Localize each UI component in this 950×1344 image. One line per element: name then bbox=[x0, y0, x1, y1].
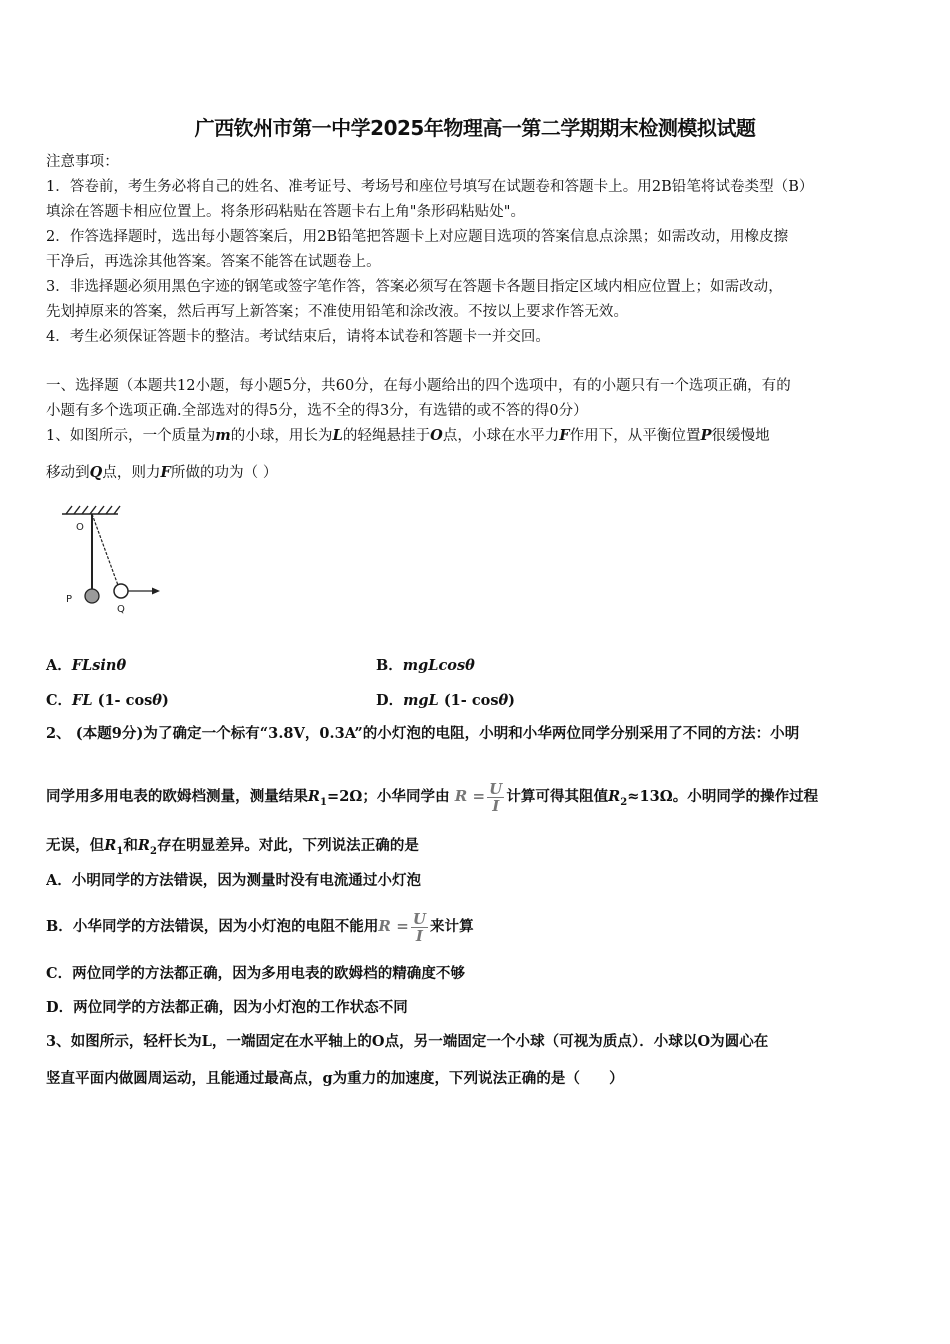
note-4: 4．考生必须保证答题卡的整洁。考试结束后，请将本试卷和答题卡一并交回。 bbox=[46, 329, 550, 345]
q1-text: 移动到 bbox=[46, 465, 90, 481]
q1-var-m: m bbox=[215, 427, 231, 444]
q2-stem-line-3 bbox=[46, 836, 906, 856]
label-p: P bbox=[66, 594, 73, 605]
label-o: O bbox=[76, 522, 84, 533]
note-2-line-2: 干净后，再选涂其他答案。答案不能答在试题卷上。 bbox=[46, 254, 381, 270]
q2-text: 存在明显差异。对此，下列说法正确的是 bbox=[157, 837, 419, 854]
section-header-line-2: 小题有多个选项正确.全部选对的得5分，选不全的得3分，有选错的或不答的得0分） bbox=[46, 403, 588, 419]
option-key: C． bbox=[46, 692, 73, 709]
option-value: θ bbox=[152, 692, 162, 709]
formula-denominator: I bbox=[411, 927, 428, 944]
section-header-line-1: 一、选择题（本题共12小题，每小题5分，共60分，在每小题给出的四个选项中，有的小题只有一个选项正确，有的 bbox=[46, 378, 791, 394]
note-1-line-1: 1．答卷前，考生务必将自己的姓名、准考证号、考场号和座位号填写在试题卷和答题卡上。用2B铅笔将试卷类型（B） bbox=[46, 179, 814, 195]
q2-option-d[interactable]: D．两位同学的方法都正确，因为小灯泡的工作状态不同 bbox=[46, 999, 408, 1016]
ball-q bbox=[114, 584, 128, 598]
notes-heading: 注意事项： bbox=[46, 154, 119, 170]
q2-option-b[interactable] bbox=[46, 904, 906, 948]
q2-var-r1: R bbox=[104, 837, 117, 854]
q1-var-Q: Q bbox=[89, 464, 103, 481]
q1-text: 很缓慢地 bbox=[711, 428, 770, 444]
option-value: FL bbox=[72, 692, 93, 709]
q1-option-b[interactable] bbox=[376, 656, 475, 676]
q2-text: 同学用多用电表的欧姆档测量，测量结果 bbox=[46, 788, 308, 805]
q2-sub: 2 bbox=[620, 796, 628, 808]
note-3-line-1: 3．非选择题必须用黑色字迹的钢笔或签字笔作答，答案必须写在答题卡各题目指定区域内相应位置上；如需改动， bbox=[46, 279, 783, 295]
q1-text: 1、如图所示，一个质量为 bbox=[46, 428, 216, 444]
q2-text: =2Ω；小华同学由 bbox=[327, 788, 450, 805]
option-text: 来计算 bbox=[429, 918, 474, 935]
option-value: θ bbox=[498, 692, 509, 709]
ball-p bbox=[85, 589, 99, 603]
q2-var-r1: R bbox=[307, 788, 321, 805]
q1-stem-line-1 bbox=[46, 426, 906, 446]
label-q: Q bbox=[117, 604, 125, 615]
option-value: mgL bbox=[403, 692, 439, 709]
formula-fraction bbox=[411, 911, 428, 944]
q2-text: 无误，但 bbox=[46, 837, 105, 854]
q2-text: 和 bbox=[123, 837, 138, 854]
q2-var-r2: R bbox=[137, 837, 150, 854]
q1-var-P: P bbox=[700, 427, 712, 444]
page-title: 广西钦州市第一中学2025年物理高一第二学期期末检测模拟试题 bbox=[194, 116, 756, 140]
q3-stem-line-1: 3、如图所示，轻杆长为L，一端固定在水平轴上的O点，另一端固定一个小球（可视为质点）．小球以O为圆心在 bbox=[46, 1033, 769, 1050]
q1-var-O: O bbox=[430, 427, 443, 444]
q2-var-r2: R bbox=[608, 788, 621, 805]
q1-var-F: F bbox=[160, 464, 171, 481]
q2-sub: 2 bbox=[150, 845, 158, 856]
formula-numerator: U bbox=[412, 909, 426, 928]
q1-text: 的小球，用长为 bbox=[230, 428, 333, 444]
force-arrowhead bbox=[152, 588, 160, 595]
note-3-line-2: 先划掉原来的答案，然后再写上新答案；不准使用铅笔和涂改液。不按以上要求作答无效。 bbox=[46, 304, 628, 320]
option-value: (1- cos bbox=[438, 692, 499, 709]
option-value: mgLcosθ bbox=[402, 657, 475, 674]
q3-stem-line-2: 竖直平面内做圆周运动，且能通过最高点，g为重力的加速度，下列说法正确的是（ ） bbox=[46, 1070, 624, 1087]
formula-lhs: R = bbox=[454, 787, 486, 805]
q2-sub: 1 bbox=[320, 796, 328, 808]
ceiling-hatch bbox=[62, 506, 120, 514]
q2-stem-line-1: 2、 (本题9分)为了确定一个标有“3.8V，0.3A”的小灯泡的电阻，小明和小华两位同学分别采用了不同的方法：小明 bbox=[46, 725, 800, 742]
q1-pendulum-figure bbox=[56, 500, 168, 622]
q2-text: 计算可得其阻值 bbox=[506, 788, 609, 805]
q2-sub: 1 bbox=[116, 845, 124, 856]
formula-lhs: R = bbox=[378, 917, 409, 935]
q1-stem-line-2 bbox=[46, 463, 906, 483]
note-2-line-1: 2．作答选择题时，选出每小题答案后，用2B铅笔把答题卡上对应题目选项的答案信息点涂黑；如需改动，用橡皮擦 bbox=[46, 229, 789, 245]
q2-option-c[interactable]: C．两位同学的方法都正确，因为多用电表的欧姆档的精确度不够 bbox=[46, 965, 465, 982]
q2-text: ≈13Ω。小明同学的操作过程 bbox=[627, 788, 819, 805]
option-key: D． bbox=[376, 692, 404, 709]
q1-option-c[interactable] bbox=[46, 691, 169, 711]
formula-fraction bbox=[487, 781, 504, 814]
q1-text: 点，则力 bbox=[102, 465, 161, 481]
option-value: ) bbox=[508, 692, 516, 709]
note-1-line-2: 填涂在答题卡相应位置上。将条形码粘贴在答题卡右上角"条形码粘贴处"。 bbox=[46, 204, 526, 220]
q1-text: 的轻绳悬挂于 bbox=[342, 428, 431, 444]
option-key: A． bbox=[46, 657, 72, 674]
q1-var-F: F bbox=[559, 427, 570, 444]
option-value: FLsinθ bbox=[71, 657, 127, 674]
q1-var-L: L bbox=[332, 427, 343, 444]
string-deflected bbox=[92, 514, 119, 588]
formula-numerator: U bbox=[489, 779, 503, 798]
option-key: B． bbox=[376, 657, 403, 674]
q1-text: 点，小球在水平力 bbox=[442, 428, 560, 444]
option-text: B．小华同学的方法错误，因为小灯泡的电阻不能用 bbox=[46, 918, 379, 935]
q2-stem-line-2 bbox=[46, 774, 906, 818]
option-value: (1- cos bbox=[92, 692, 153, 709]
formula-denominator: I bbox=[487, 797, 504, 814]
q1-text: 作用下，从平衡位置 bbox=[569, 428, 701, 444]
option-value: ) bbox=[161, 692, 169, 709]
q1-text: 所做的功为（ ） bbox=[170, 465, 278, 481]
q1-option-a[interactable] bbox=[46, 656, 126, 676]
q2-option-a[interactable]: A．小明同学的方法错误，因为测量时没有电流通过小灯泡 bbox=[46, 872, 422, 889]
q1-option-d[interactable] bbox=[376, 691, 515, 711]
